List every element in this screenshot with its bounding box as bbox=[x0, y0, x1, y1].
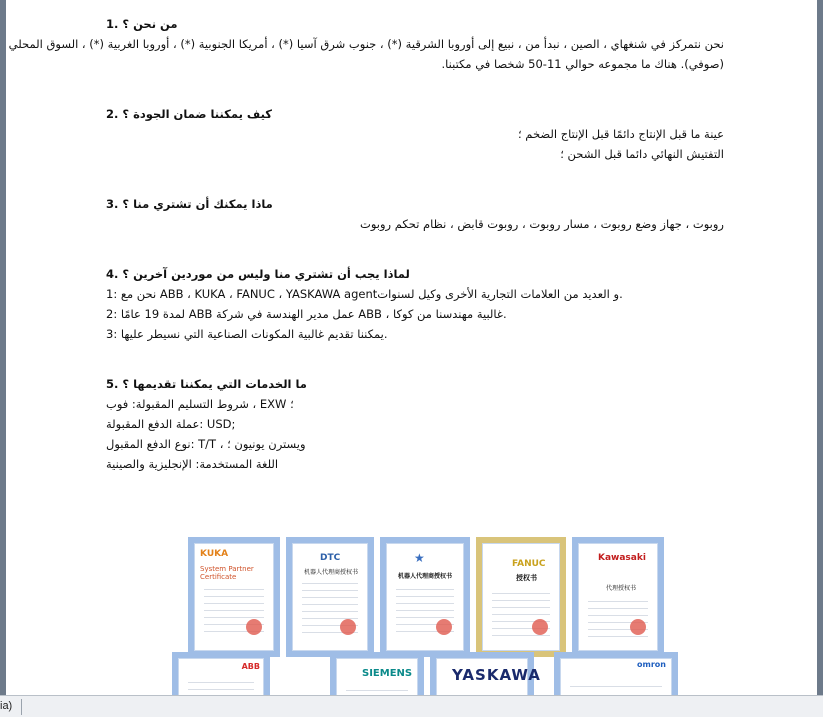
fanuc-logo: FANUC bbox=[512, 559, 546, 569]
faq-line: عينة ما قبل الإنتاج دائمًا قبل الإنتاج الضخم ؛ bbox=[517, 127, 724, 141]
faq-line: 3: يمكننا تقديم غالبية المكونات الصناعية التي نسيطر عليها. bbox=[106, 327, 388, 341]
faq-section-3 bbox=[106, 194, 724, 234]
certificate-subtitle: 机器人代理商授权书 bbox=[304, 569, 359, 576]
document-page[interactable] bbox=[6, 0, 817, 695]
agent-certificate bbox=[380, 537, 470, 657]
heading-text: لماذا يجب أن تشتري منا وليس من موردين آخرين ؟ bbox=[122, 267, 410, 281]
fanuc-certificate bbox=[476, 537, 566, 657]
kuka-certificate bbox=[188, 537, 280, 657]
dtc-certificate bbox=[286, 537, 374, 657]
certificate-subtitle: System Partner Certificate bbox=[200, 565, 254, 581]
abb-certificate bbox=[172, 652, 270, 695]
faq-section-2 bbox=[106, 104, 724, 164]
abb-logo: ABB bbox=[241, 662, 260, 671]
faq-heading bbox=[106, 374, 724, 394]
faq-line: (صوفي). هناك ما مجموعه حوالي 11-50 شخصا في مكتبنا. bbox=[441, 57, 724, 71]
faq-heading bbox=[106, 14, 724, 34]
siemens-certificate bbox=[330, 652, 424, 695]
status-divider bbox=[21, 699, 22, 715]
seal-icon bbox=[340, 619, 356, 635]
certificate-subtitle: 代理授权书 bbox=[606, 585, 637, 592]
faq-heading bbox=[106, 264, 724, 284]
dtc-logo: DTC bbox=[320, 553, 341, 563]
kuka-logo: KUKA bbox=[200, 549, 229, 559]
heading-number: 1. bbox=[106, 17, 119, 31]
seal-icon bbox=[532, 619, 548, 635]
seal-icon bbox=[436, 619, 452, 635]
certificate-text bbox=[570, 680, 662, 692]
faq-section-5 bbox=[106, 374, 724, 474]
heading-text: من نحن ؟ bbox=[122, 17, 178, 31]
heading-text: كيف يمكننا ضمان الجودة ؟ bbox=[122, 107, 272, 121]
kawasaki-logo: Kawasaki bbox=[598, 553, 646, 563]
certificate-text bbox=[188, 676, 254, 692]
window-frame-right bbox=[817, 0, 823, 695]
faq-heading bbox=[106, 194, 724, 214]
seal-icon bbox=[246, 619, 262, 635]
heading-text: ما الخدمات التي يمكننا تقديمها ؟ bbox=[122, 377, 307, 391]
heading-text: ماذا يمكنك أن تشتري منا ؟ bbox=[122, 197, 273, 211]
faq-heading bbox=[106, 104, 724, 124]
heading-number: 2. bbox=[106, 107, 119, 121]
faq-section-4 bbox=[106, 264, 724, 344]
yaskawa-certificate bbox=[430, 652, 541, 695]
star-emblem-icon: ★ bbox=[414, 551, 425, 565]
omron-logo: omron bbox=[637, 660, 666, 669]
faq-line: 1: نحن مع ABB ، KUKA ، FANUC ، YASKAWA agentو العديد من العلامات التجارية الأخرى وكيل لسنوات. bbox=[106, 287, 623, 301]
faq-line: اللغة المستخدمة: الإنجليزية والصينية bbox=[106, 457, 279, 471]
status-text: ia) bbox=[0, 700, 13, 712]
faq-line: روبوت ، جهاز وضع روبوت ، مسار روبوت ، روبوت قابض ، نظام تحكم روبوت bbox=[360, 217, 724, 231]
certificate-text bbox=[346, 684, 408, 692]
heading-number: 3. bbox=[106, 197, 119, 211]
faq-content bbox=[8, 14, 724, 504]
kawasaki-certificate bbox=[572, 537, 664, 657]
faq-line: التفتيش النهائي دائما قبل الشحن ؛ bbox=[560, 147, 724, 161]
certificate-subtitle: 授权书 bbox=[516, 574, 537, 582]
seal-icon bbox=[630, 619, 646, 635]
certificate-subtitle: 机器人代理商授权书 bbox=[398, 573, 453, 580]
omron-certificate bbox=[554, 652, 678, 695]
heading-number: 5. bbox=[106, 377, 119, 391]
status-bar bbox=[0, 695, 823, 717]
heading-number: 4. bbox=[106, 267, 119, 281]
certificates-image bbox=[156, 535, 666, 695]
faq-line: نحن نتمركز في شنغهاي ، الصين ، نبدأ من ، نبيع إلى أوروبا الشرقية (*) ، جنوب شرق آسيا (*) ، أمريكا الجنوبية (*) ، أوروبا الغربية (*) ، السوق المحلي bbox=[8, 37, 724, 51]
faq-line: نوع الدفع المقبول: T/T ، ويسترن يونيون ؛ bbox=[106, 437, 306, 451]
yaskawa-logo: YASKAWA bbox=[452, 666, 541, 684]
faq-line: 2: لمدة 19 عامًا ABB عمل مدير الهندسة في شركة ABB ، غالبية مهندسنا من كوكا. bbox=[106, 307, 507, 321]
faq-line: عملة الدفع المقبولة: USD; bbox=[106, 417, 236, 431]
faq-section-1 bbox=[8, 14, 724, 74]
siemens-logo: SIEMENS bbox=[362, 668, 413, 679]
faq-line: شروط التسليم المقبولة: فوب ، EXW ؛ bbox=[106, 397, 294, 411]
